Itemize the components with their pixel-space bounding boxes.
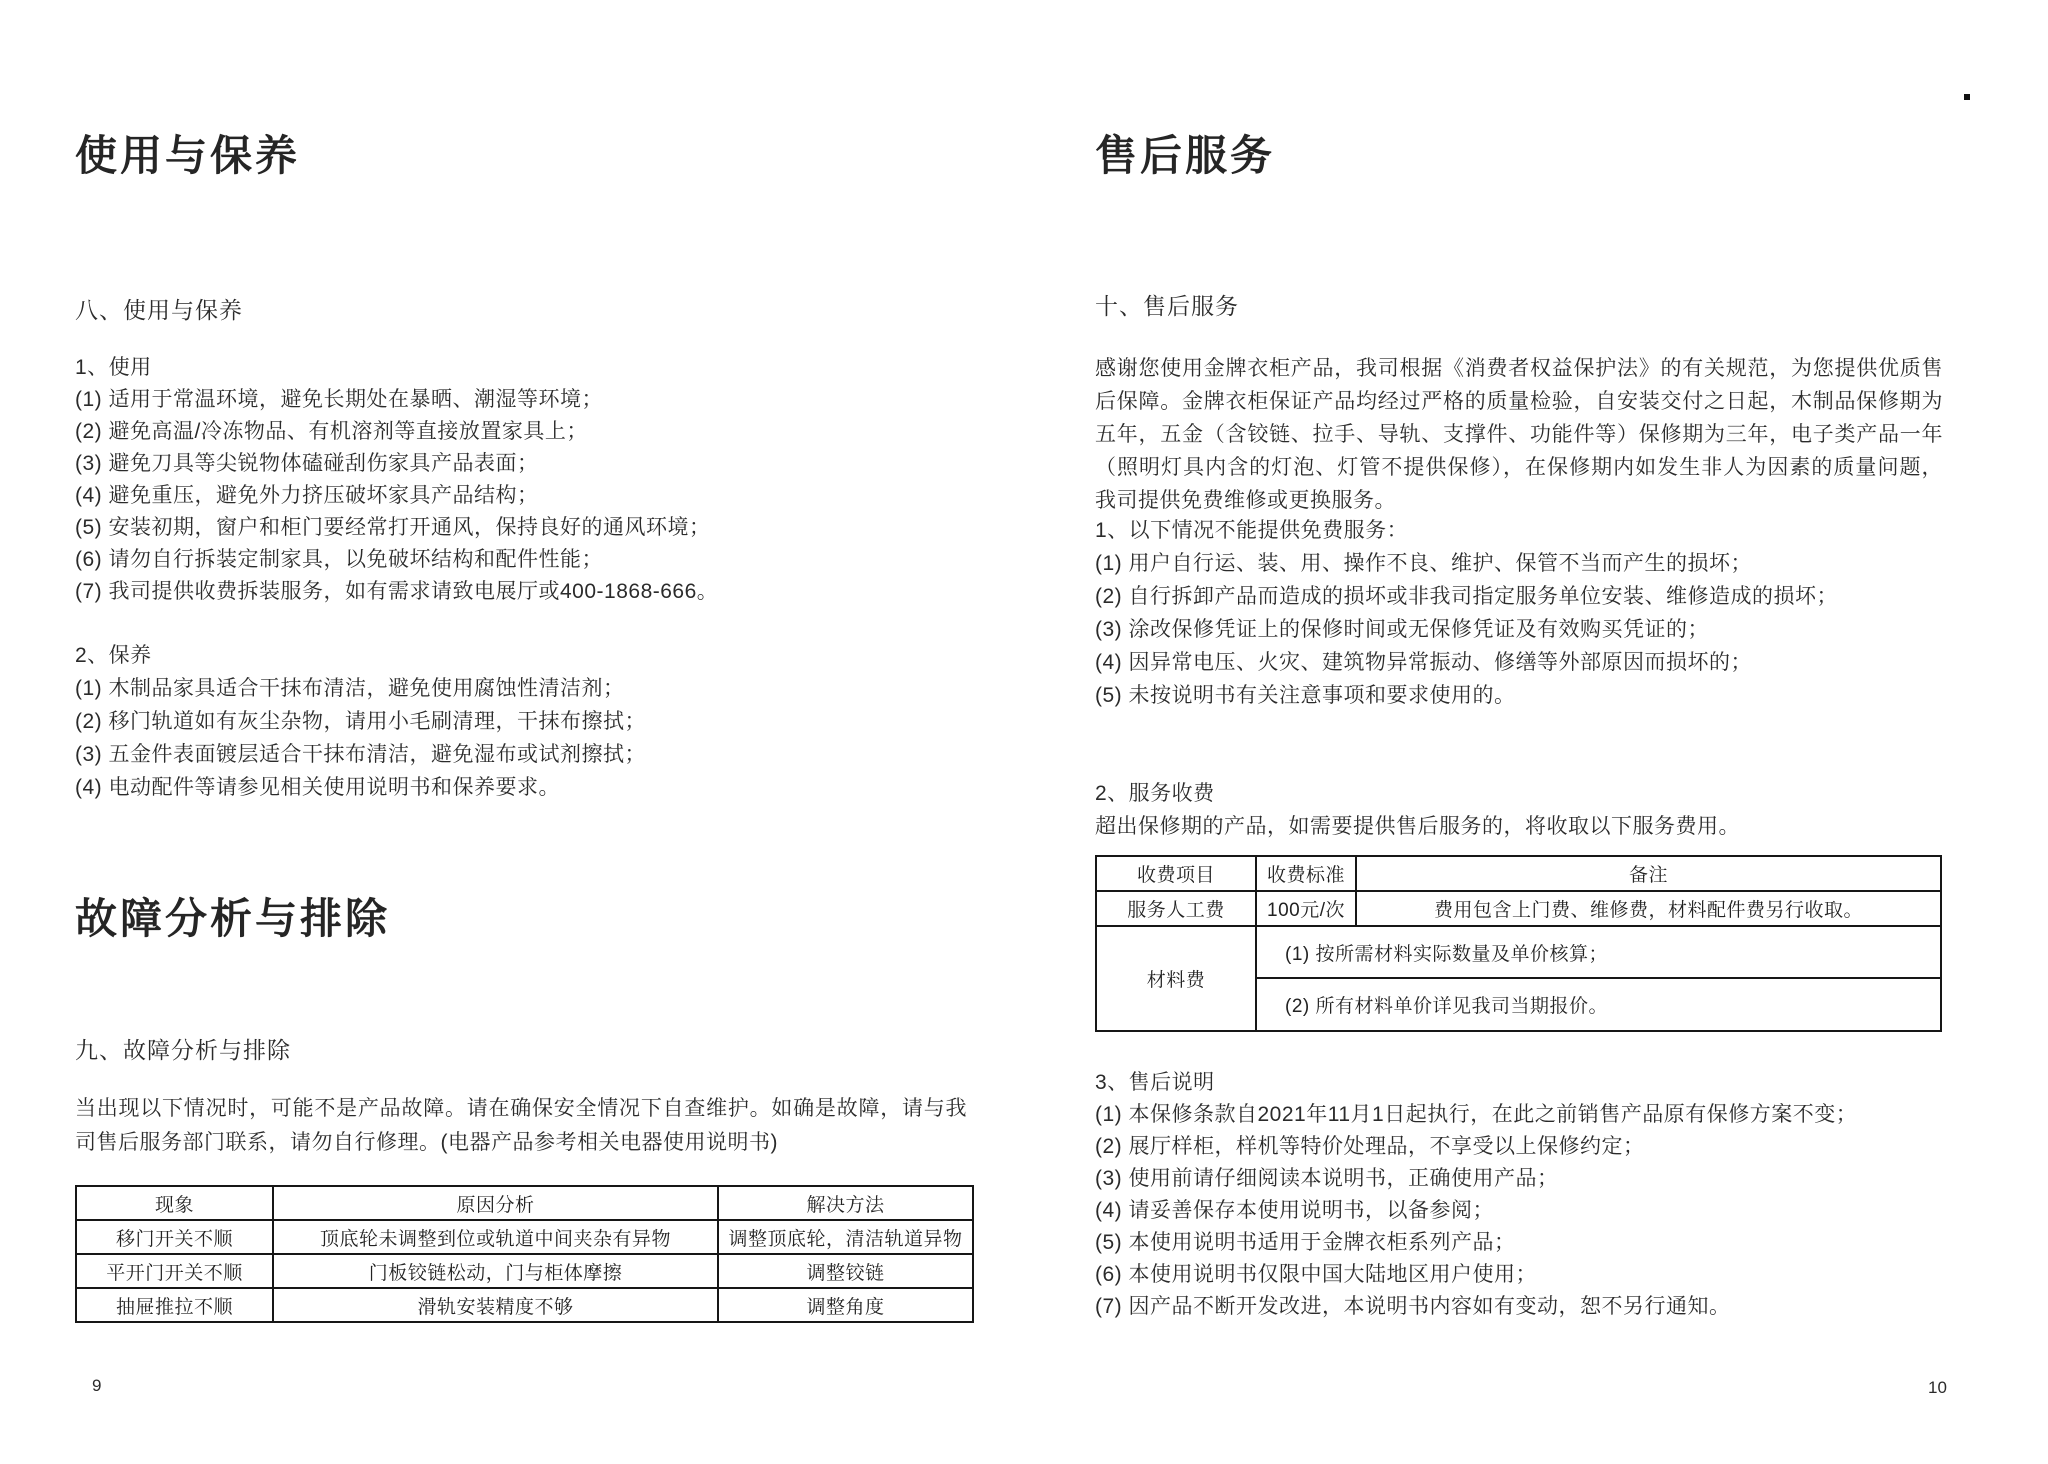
table-cell: 滑轨安装精度不够 bbox=[273, 1288, 718, 1322]
care-list-heading: 2、保养 bbox=[75, 644, 152, 667]
section-heading-fault: 九、故障分析与排除 bbox=[75, 1037, 291, 1063]
use-list-heading: 1、使用 bbox=[75, 356, 152, 379]
table-cell: 调整顶底轮，清洁轨道异物 bbox=[718, 1220, 973, 1254]
list-item: (1) 适用于常温环境，避免长期处在暴晒、潮湿等环境； bbox=[75, 388, 603, 411]
table-header-cell: 收费标准 bbox=[1256, 856, 1356, 891]
table-row bbox=[76, 1288, 973, 1322]
list-item: (2) 自行拆卸产品而造成的损坏或非我司指定服务单位安装、维修造成的损坏； bbox=[1095, 585, 1838, 608]
table-header-row bbox=[76, 1186, 973, 1220]
no-free-service-list bbox=[1095, 514, 1838, 712]
list-item: (6) 请勿自行拆装定制家具，以免破坏结构和配件性能； bbox=[75, 548, 603, 571]
list-item: (4) 请妥善保存本使用说明书，以备参阅； bbox=[1095, 1199, 1494, 1222]
table-cell: 平开门开关不顺 bbox=[76, 1254, 273, 1288]
section-heading-after-sales: 十、售后服务 bbox=[1095, 293, 1239, 319]
list-item: (2) 移门轨道如有灰尘杂物，请用小毛刷清理，干抹布擦拭； bbox=[75, 710, 646, 733]
corner-dot-mark bbox=[1964, 94, 1970, 100]
table-header-cell: 收费项目 bbox=[1096, 856, 1256, 891]
table-row bbox=[1096, 926, 1941, 978]
table-cell: 100元/次 bbox=[1256, 891, 1356, 926]
table-cell: 服务人工费 bbox=[1096, 891, 1256, 926]
list-item: (3) 使用前请仔细阅读本说明书，正确使用产品； bbox=[1095, 1167, 1559, 1190]
list-item: (3) 五金件表面镀层适合干抹布清洁，避免湿布或试剂擦拭； bbox=[75, 743, 646, 766]
page-number-right: 10 bbox=[1928, 1378, 1947, 1397]
table-cell: 门板铰链松动，门与柜体摩擦 bbox=[273, 1254, 718, 1288]
table-cell: 抽屉推拉不顺 bbox=[76, 1288, 273, 1322]
list-item: (2) 避免高温/冷冻物品、有机溶剂等直接放置家具上； bbox=[75, 420, 588, 443]
list-item: (1) 用户自行运、装、用、操作不良、维护、保管不当而产生的损坏； bbox=[1095, 552, 1752, 575]
notes-heading: 3、售后说明 bbox=[1095, 1071, 1215, 1094]
table-header-cell: 现象 bbox=[76, 1186, 273, 1220]
list-item: (7) 我司提供收费拆装服务，如有需求请致电展厅或400-1868-666。 bbox=[75, 580, 719, 603]
table-row bbox=[1096, 891, 1941, 926]
service-fee-block bbox=[1095, 777, 1740, 843]
service-fee-heading: 2、服务收费 bbox=[1095, 782, 1215, 805]
list-item: (5) 安装初期，窗户和柜门要经常打开通风，保持良好的通风环境； bbox=[75, 516, 711, 539]
list-item: (7) 因产品不断开发改进，本说明书内容如有变动，恕不另行通知。 bbox=[1095, 1295, 1731, 1318]
list-item: (4) 因异常电压、火灾、建筑物异常振动、修缮等外部原因而损坏的； bbox=[1095, 651, 1752, 674]
list-item: (2) 展厅样柜，样机等特价处理品，不享受以上保修约定； bbox=[1095, 1135, 1645, 1158]
page-title-fault: 故障分析与排除 bbox=[75, 895, 391, 942]
table-header-cell: 原因分析 bbox=[273, 1186, 718, 1220]
table-row bbox=[76, 1220, 973, 1254]
after-sales-intro-paragraph: 感谢您使用金牌衣柜产品，我司根据《消费者权益保护法》的有关规范，为您提供优质售后保障。金牌衣柜保证产品均经过严格的质量检验，自安装交付之日起，木制品保修期为五年，五金（含铰链、拉手、导轨、支撑件、功能件等）保修期为三年，电子类产品一年（照明灯具内含的灯泡、灯管不提供保修），在保修期内如发生非人为因素的质量问题，我司提供免费维修或更换服务。 bbox=[1095, 357, 1943, 512]
table-cell-material-item: (1) 按所需材料实际数量及单价核算； bbox=[1256, 926, 1941, 978]
table-cell: 费用包含上门费、维修费，材料配件费另行收取。 bbox=[1356, 891, 1941, 926]
list-item: (5) 本使用说明书适用于金牌衣柜系列产品； bbox=[1095, 1231, 1516, 1254]
fault-table bbox=[75, 1185, 974, 1323]
section-heading-use-care: 八、使用与保养 bbox=[75, 297, 243, 323]
table-cell: 移门开关不顺 bbox=[76, 1220, 273, 1254]
list-item: (3) 避免刀具等尖锐物体磕碰刮伤家具产品表面； bbox=[75, 452, 539, 475]
fault-intro-paragraph: 当出现以下情况时，可能不是产品故障。请在确保安全情况下自查维护。如确是故障，请与我司售后服务部门联系，请勿自行修理。(电器产品参考相关电器使用说明书) bbox=[75, 1097, 967, 1154]
table-header-row bbox=[1096, 856, 1941, 891]
table-cell: 顶底轮未调整到位或轨道中间夹杂有异物 bbox=[273, 1220, 718, 1254]
no-free-service-heading: 1、以下情况不能提供免费服务： bbox=[1095, 519, 1409, 542]
page-title-use-care: 使用与保养 bbox=[75, 132, 301, 179]
list-item: (3) 涂改保修凭证上的保修时间或无保修凭证及有效购买凭证的； bbox=[1095, 618, 1709, 641]
use-list bbox=[75, 352, 718, 608]
list-item: (4) 电动配件等请参见相关使用说明书和保养要求。 bbox=[75, 776, 560, 799]
table-cell-material-label: 材料费 bbox=[1096, 926, 1256, 1031]
list-item: (1) 木制品家具适合干抹布清洁，避免使用腐蚀性清洁剂； bbox=[75, 677, 625, 700]
list-item: (4) 避免重压，避免外力挤压破坏家具产品结构； bbox=[75, 484, 539, 507]
list-item: (6) 本使用说明书仅限中国大陆地区用户使用； bbox=[1095, 1263, 1537, 1286]
page-number-left: 9 bbox=[92, 1376, 102, 1395]
fee-table bbox=[1095, 855, 1942, 1032]
page-title-after-sales: 售后服务 bbox=[1095, 132, 1276, 179]
table-header-cell: 备注 bbox=[1356, 856, 1941, 891]
table-cell: 调整角度 bbox=[718, 1288, 973, 1322]
care-list bbox=[75, 639, 646, 804]
table-cell: 调整铰链 bbox=[718, 1254, 973, 1288]
table-cell-material-item: (2) 所有材料单价详见我司当期报价。 bbox=[1256, 978, 1941, 1031]
table-header-cell: 解决方法 bbox=[718, 1186, 973, 1220]
list-item: (1) 本保修条款自2021年11月1日起执行，在此之前销售产品原有保修方案不变； bbox=[1095, 1103, 1858, 1126]
table-row bbox=[76, 1254, 973, 1288]
list-item: (5) 未按说明书有关注意事项和要求使用的。 bbox=[1095, 684, 1516, 707]
after-sales-notes-list bbox=[1095, 1067, 1857, 1323]
service-fee-desc: 超出保修期的产品，如需要提供售后服务的，将收取以下服务费用。 bbox=[1095, 815, 1740, 838]
